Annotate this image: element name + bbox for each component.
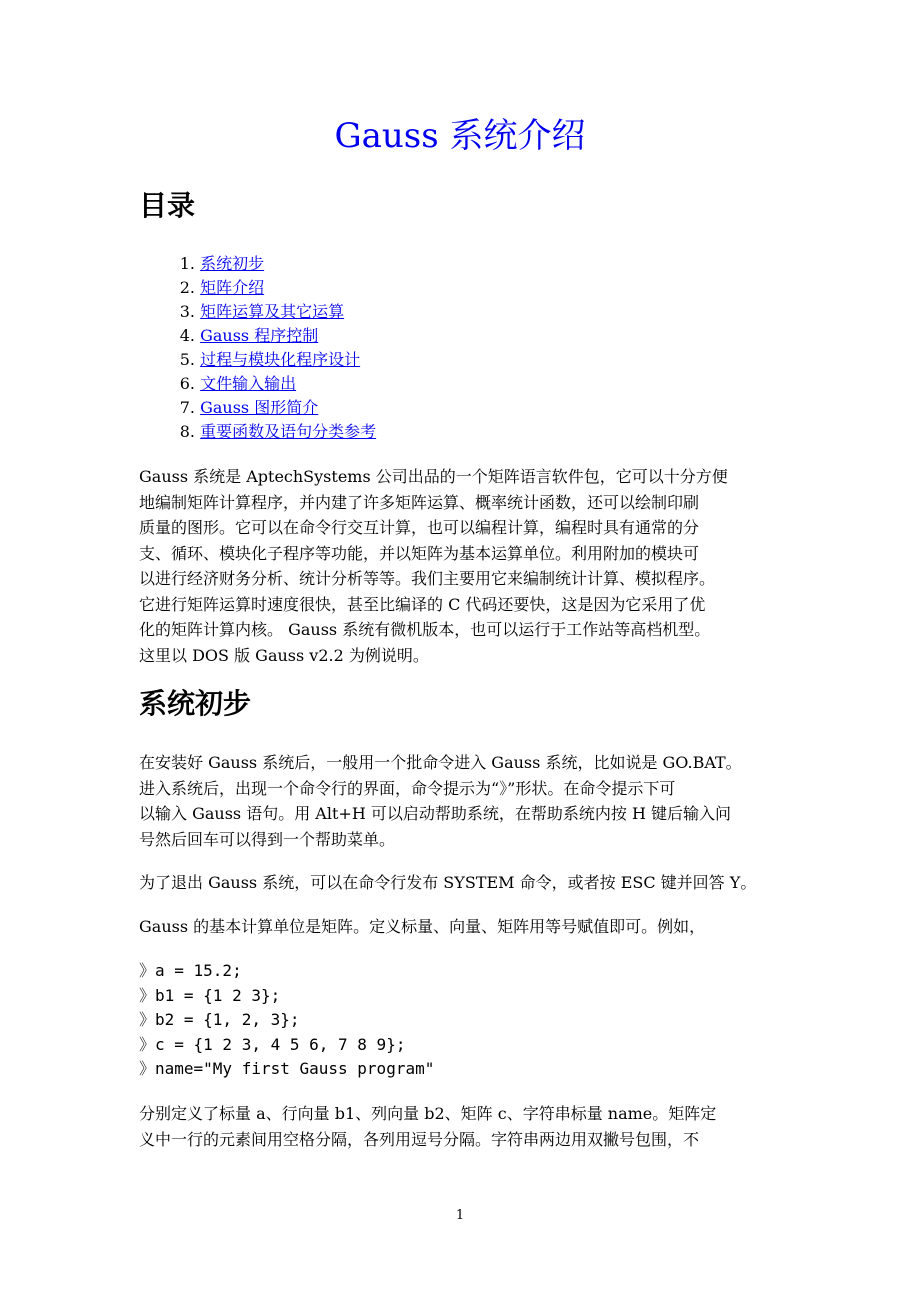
table-of-contents xyxy=(139,252,376,444)
toc-item xyxy=(139,396,376,420)
toc-item xyxy=(139,348,376,372)
section1-paragraph-3 xyxy=(139,914,784,940)
toc-link-function-reference[interactable]: 重要函数及语句分类参考 xyxy=(200,422,377,441)
section-heading-system-basics: 系统初步 xyxy=(139,687,252,720)
toc-heading: 目录 xyxy=(139,189,196,222)
text-line: 进入系统后，出现一个命令行的界面，命令提示为“》”形状。在命令提示下可 xyxy=(139,778,676,798)
toc-number: 2. xyxy=(179,278,195,297)
toc-link-file-io[interactable]: 文件输入输出 xyxy=(200,374,297,393)
toc-number: 6. xyxy=(179,374,195,393)
toc-item xyxy=(139,252,376,276)
text-line: 为了退出 Gauss 系统，可以在命令行发布 SYSTEM 命令，或者按 ESC 键并回答 Y。 xyxy=(139,873,757,892)
code-line: 》b2 = {1, 2, 3}; xyxy=(139,1010,300,1029)
code-line: 》b1 = {1 2 3}; xyxy=(139,985,281,1005)
toc-item xyxy=(139,372,376,396)
toc-link-matrix-operations[interactable]: 矩阵运算及其它运算 xyxy=(200,302,345,321)
document-title: Gauss 系统介绍 xyxy=(334,116,586,156)
toc-link-matrix-intro[interactable]: 矩阵介绍 xyxy=(200,278,265,297)
code-line: 》a = 15.2; xyxy=(139,961,242,980)
code-example xyxy=(139,959,434,1082)
intro-paragraph xyxy=(139,464,784,668)
toc-item xyxy=(139,324,376,348)
text-line: 以输入 Gauss 语句。用 Alt+H 可以启动帮助系统，在帮助系统内按 H 键后输入问 xyxy=(139,804,731,823)
toc-number: 1. xyxy=(179,254,195,273)
code-line: 》name="My first Gauss program" xyxy=(139,1059,435,1078)
text-line: 义中一行的元素间用空格分隔，各列用逗号分隔。字符串两边用双撇号包围，不 xyxy=(139,1129,700,1149)
text-line: 它进行矩阵运算时速度很快，甚至比编译的 C 代码还要快，这是因为它采用了优 xyxy=(139,594,706,614)
text-line: 支、循环、模块化子程序等功能，并以矩阵为基本运算单位。利用附加的模块可 xyxy=(139,543,700,563)
toc-number: 4. xyxy=(179,326,195,345)
toc-link-procedures[interactable]: 过程与模块化程序设计 xyxy=(200,350,361,369)
section1-paragraph-2 xyxy=(139,870,784,896)
text-line: 在安装好 Gauss 系统后，一般用一个批命令进入 Gauss 系统，比如说是 GO.BAT。 xyxy=(139,753,742,772)
toc-link-program-control[interactable]: Gauss 程序控制 xyxy=(200,326,319,345)
section1-paragraph-4 xyxy=(139,1101,784,1152)
toc-item xyxy=(139,276,376,300)
toc-number: 5. xyxy=(179,350,195,369)
text-line: 以进行经济财务分析、统计分析等等。我们主要用它来编制统计计算、模拟程序。 xyxy=(139,569,716,588)
toc-number: 8. xyxy=(179,422,195,441)
toc-item xyxy=(139,420,376,444)
section1-paragraph-1 xyxy=(139,750,784,852)
text-line: 化的矩阵计算内核。 Gauss 系统有微机版本，也可以运行于工作站等高档机型。 xyxy=(139,620,711,639)
text-line: Gauss 的基本计算单位是矩阵。定义标量、向量、矩阵用等号赋值即可。例如， xyxy=(139,917,706,936)
toc-link-graphics[interactable]: Gauss 图形简介 xyxy=(200,398,319,417)
text-line: Gauss 系统是 AptechSystems 公司出品的一个矩阵语言软件包，它可以十分方便 xyxy=(139,467,728,486)
text-line: 地编制矩阵计算程序，并内建了许多矩阵运算、概率统计函数，还可以绘制印刷 xyxy=(139,492,700,512)
text-line: 号然后回车可以得到一个帮助菜单。 xyxy=(139,829,396,849)
code-line: 》c = {1 2 3, 4 5 6, 7 8 9}; xyxy=(139,1034,406,1054)
toc-link-system-basics[interactable]: 系统初步 xyxy=(200,254,265,273)
toc-number: 7. xyxy=(179,398,195,417)
toc-number: 3. xyxy=(179,302,195,321)
text-line: 分别定义了标量 a、行向量 b1、列向量 b2、矩阵 c、字符串标量 name。矩阵定 xyxy=(139,1104,717,1123)
page-number: 1 xyxy=(455,1208,465,1223)
text-line: 质量的图形。它可以在命令行交互计算，也可以编程计算，编程时具有通常的分 xyxy=(139,518,700,537)
toc-item xyxy=(139,300,376,324)
text-line: 这里以 DOS 版 Gauss v2.2 为例说明。 xyxy=(139,645,429,665)
